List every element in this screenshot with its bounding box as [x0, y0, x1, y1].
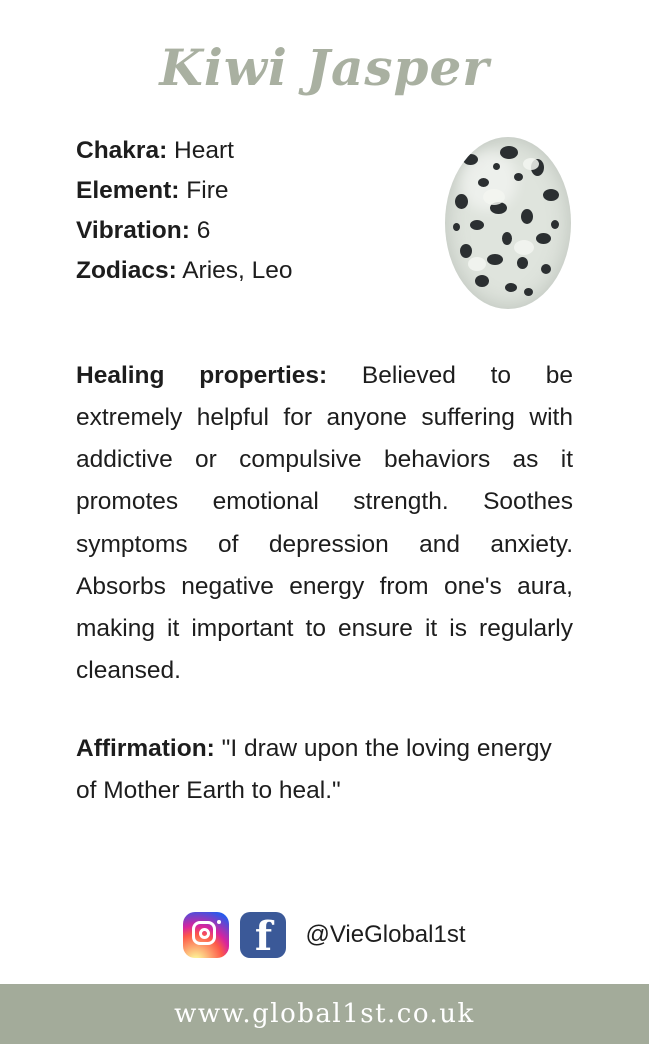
attribute-value: 6 [196, 216, 211, 244]
healing-properties-label: Healing properties: [76, 362, 328, 389]
social-bar [0, 912, 649, 958]
affirmation-paragraph [76, 728, 573, 812]
attribute-list [76, 131, 406, 291]
affirmation-text: "I draw upon the loving energy of Mother Earth to heal." [76, 735, 552, 805]
website-url[interactable]: www.global1st.co.uk [174, 999, 475, 1029]
attribute-key: Chakra: [76, 137, 168, 164]
instagram-icon[interactable] [183, 912, 229, 958]
instagram-icon-dot [217, 920, 221, 924]
attribute-row [76, 251, 406, 291]
attribute-key: Element: [76, 176, 180, 204]
social-handle: @VieGlobal1st [305, 921, 466, 948]
healing-properties-paragraph [76, 355, 573, 692]
footer-bar [0, 984, 649, 1044]
attribute-row [76, 211, 406, 251]
attribute-value: Aries, Leo [182, 256, 293, 284]
healing-properties-text: Believed to be extremely helpful for anyone suffering with addictive or compulsive behaviors as it promotes emotional strength. Soothes symptoms of depression and anxiety. Absorbs negative energy from one's aura, making it important to ensure it is regularly cleansed. [76, 362, 574, 684]
crystal-info-card [0, 40, 649, 1044]
facebook-icon-glyph: f [254, 913, 273, 960]
kiwi-jasper-stone-image [445, 137, 571, 309]
attribute-key: Zodiacs: [76, 256, 177, 284]
attribute-row [76, 171, 406, 211]
facebook-icon[interactable] [240, 912, 286, 958]
attribute-key: Vibration: [76, 216, 190, 244]
attribute-value: Fire [186, 176, 229, 204]
page-title: Kiwi Jasper [159, 38, 490, 97]
instagram-icon-lens [199, 928, 210, 939]
affirmation-label: Affirmation: [76, 735, 215, 762]
attribute-row [76, 131, 406, 171]
attributes-section [0, 131, 649, 321]
attribute-value: Heart [174, 137, 234, 164]
